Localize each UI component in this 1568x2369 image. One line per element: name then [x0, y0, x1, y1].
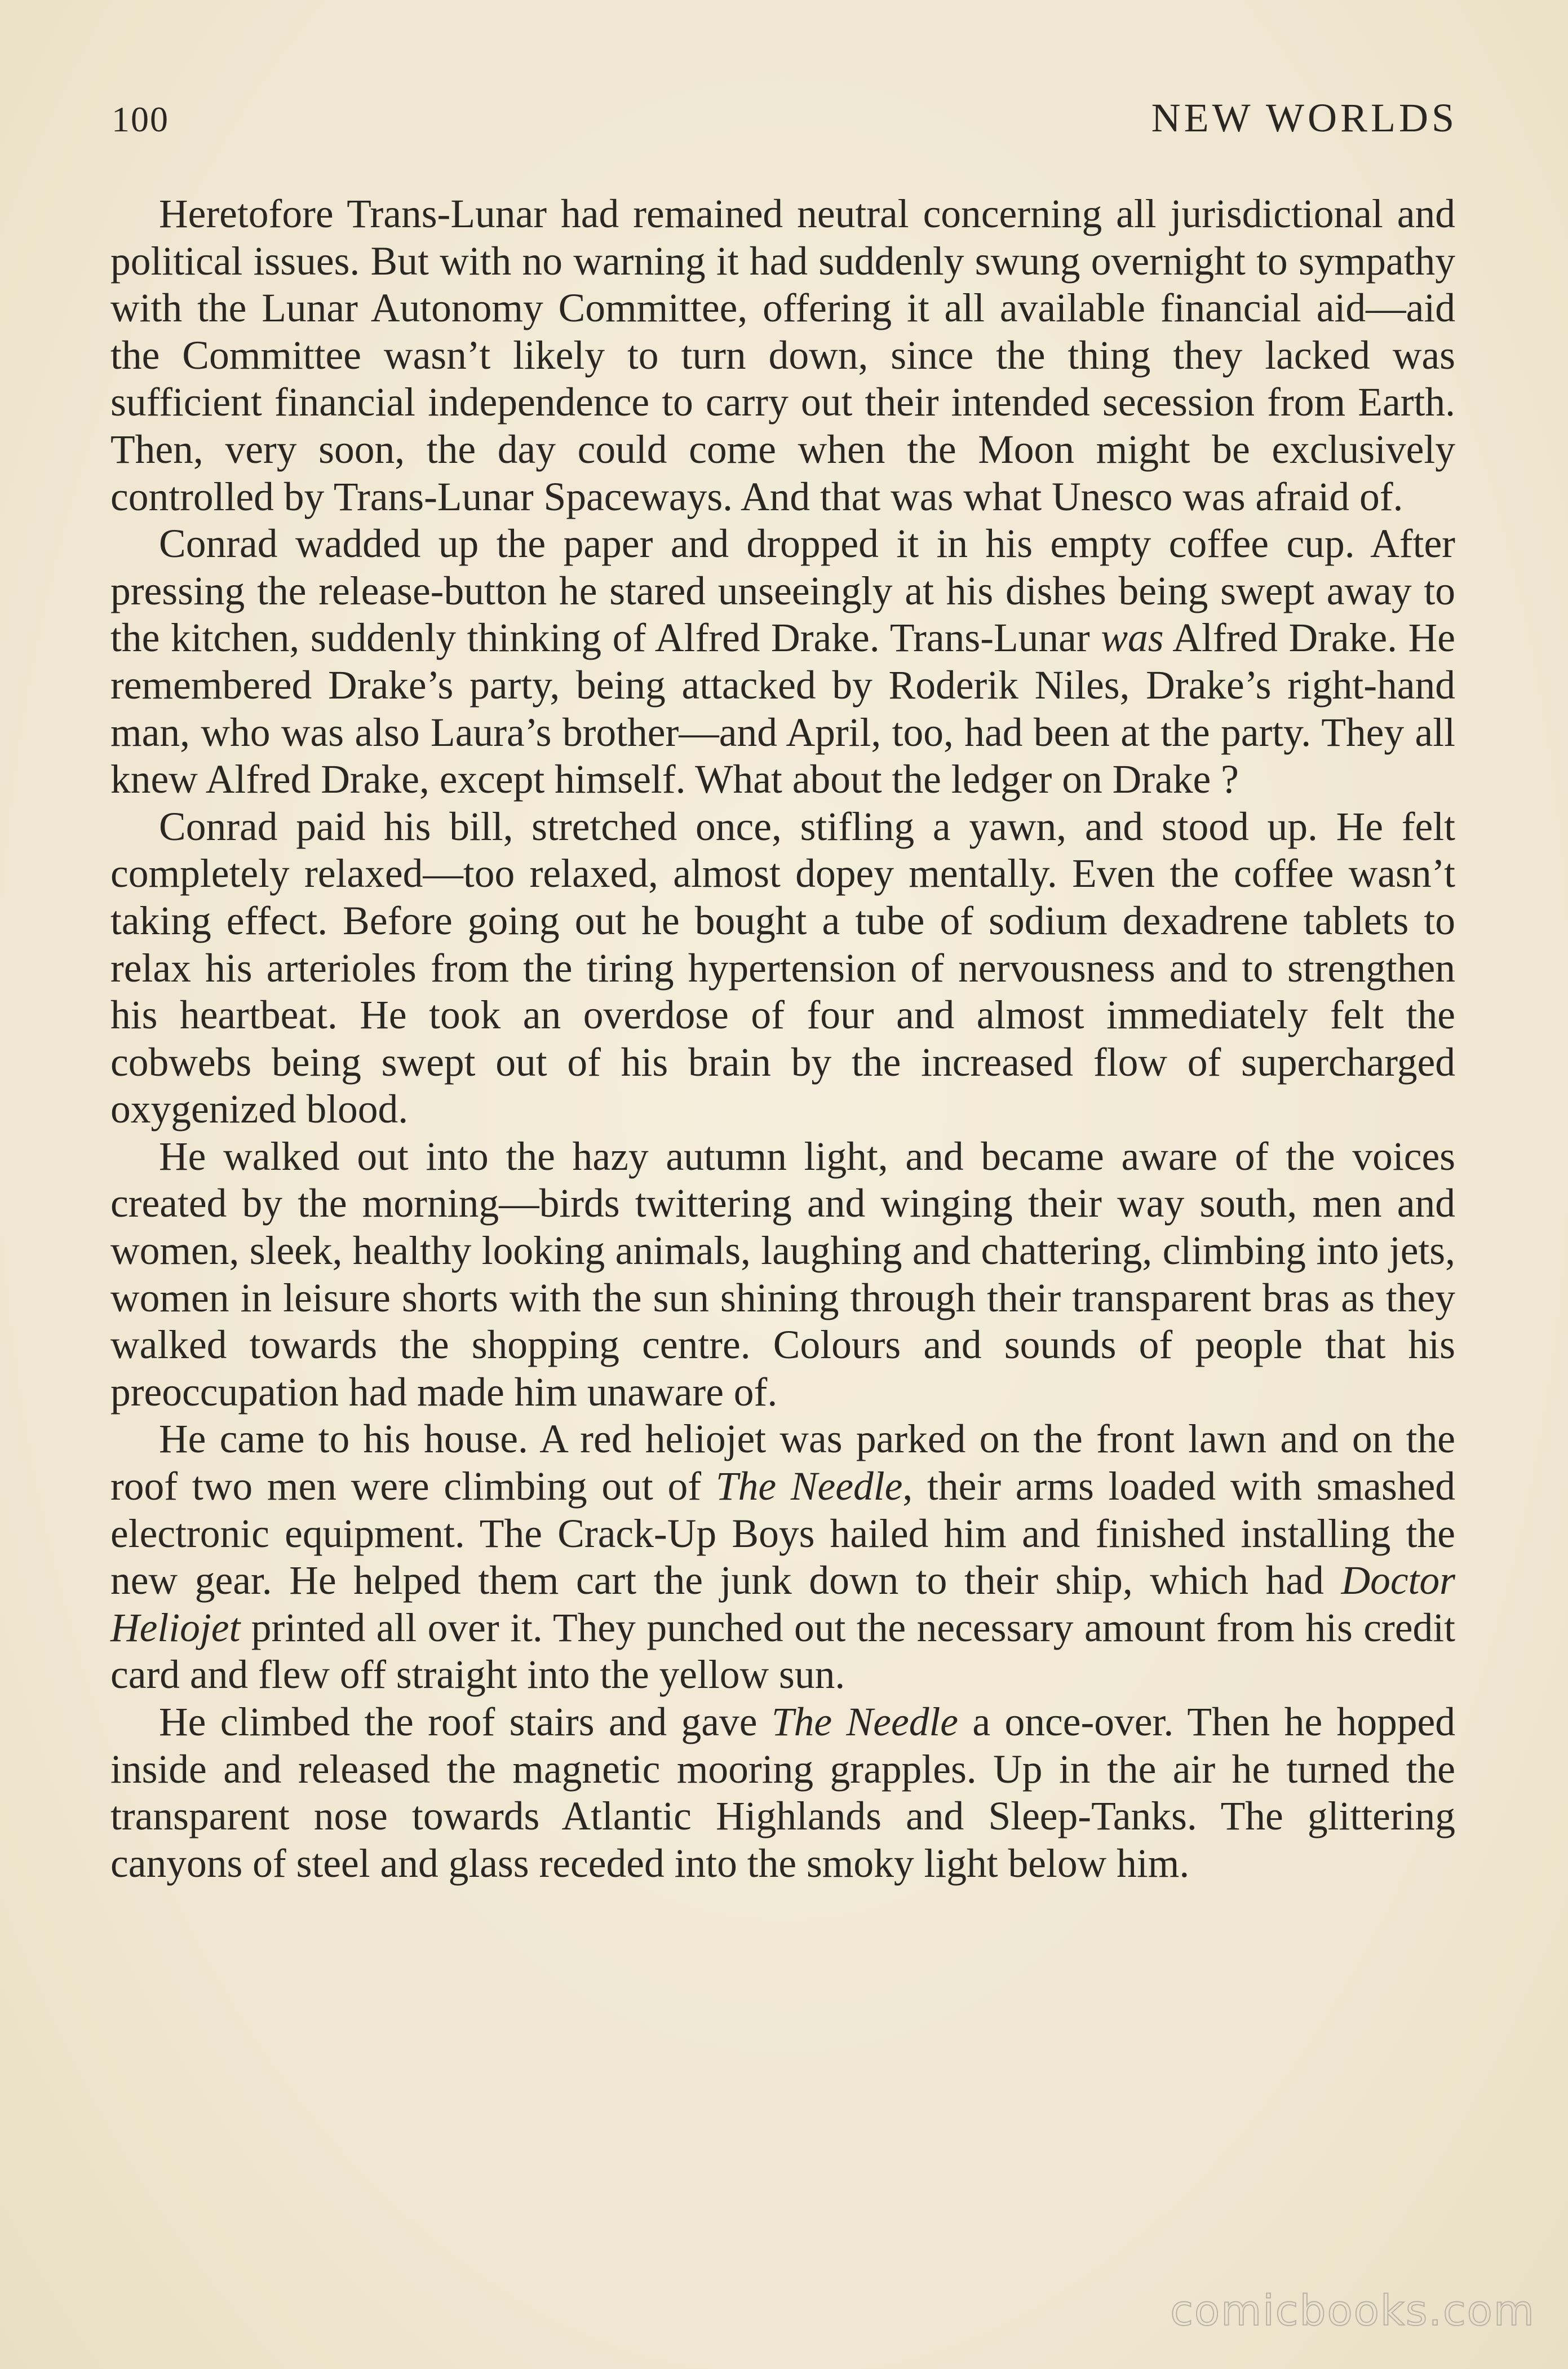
italic-text-run: The Needle	[715, 1464, 903, 1509]
text-run: He came to his house. A red heliojet was parked on the front lawn and on the roof two men were climbing out of	[110, 1417, 1455, 1509]
text-run: He walked out into the hazy autumn light, and became aware of the voices created by the morning—birds twittering and winging their way south, men and women, sleek, healthy looking animals, laughing and chattering, climbing into jets, women in leisure shorts with the sun shining through their transparent bras as they walked towards the shopping centre. Colours and sounds of people that his preoccupation had made him unaware of.	[110, 1134, 1455, 1415]
text-run: a once-over. Then he hopped inside and released the magnetic mooring grapples. Up in the air he turned the transparent nose towards Atlantic Highlands and Sleep-Tanks. The glittering canyons of steel and glass receded into the smoky light below him.	[110, 1700, 1455, 1886]
paragraph	[110, 1416, 1455, 1699]
text-run: He climbed the roof stairs and gave	[159, 1700, 772, 1744]
italic-text-run: Doctor Heliojet	[110, 1558, 1455, 1650]
text-run: Conrad paid his bill, stretched once, stifling a yawn, and stood up. He felt completely relaxed—too relaxed, almost dopey mentally. Even the coffee wasn’t taking effect. Before going out he bought a tube of sodium dexadrene tablets to relax his arterioles from the tiring hypertension of nervousness and to strengthen his heartbeat. He took an overdose of four and almost immediately felt the cobwebs being swept out of his brain by the increased flow of supercharged oxygenized blood.	[110, 804, 1455, 1132]
text-run: Heretofore Trans-Lunar had remained neutral concerning all jurisdictional and political issues. But with no warning it had suddenly swung overnight to sympathy with the Lunar Autonomy Committee, offering it all available financial aid—aid the Committee wasn’t likely to turn down, since the thing they lacked was sufficient financial independence to carry out their intended secession from Earth. Then, very soon, the day could come when the Moon might be exclusively controlled by Trans-Lunar Spaceways. And that was what Unesco was afraid of.	[110, 192, 1455, 519]
paragraph	[110, 520, 1455, 803]
paragraph	[110, 803, 1455, 1133]
watermark: comicbooks.com	[1170, 2287, 1535, 2335]
paragraph	[110, 191, 1455, 520]
text-run: Conrad wadded up the paper and dropped it in his empty coffee cup. After pressing the release-button he stared unseeingly at his dishes being swept away to the kitchen, suddenly thinking of Alfred Drake. Trans-Lunar	[110, 521, 1455, 661]
body-text	[110, 191, 1455, 1887]
paragraph	[110, 1133, 1455, 1416]
page-number: 100	[112, 99, 169, 139]
italic-text-run: The Needle	[771, 1700, 959, 1744]
text-run: printed all over it. They punched out the necessary amount from his credit card and flew off straight into the yellow sun.	[110, 1605, 1455, 1698]
italic-text-run: was	[1101, 616, 1164, 661]
page-header	[112, 95, 1458, 151]
paragraph	[110, 1699, 1455, 1887]
text-run: Alfred Drake. He remembered Drake’s party, being attacked by Roderik Niles, Drake’s right-hand man, who was also Laura’s brother—and April, too, had been at the party. They all knew Alfred Drake, except himself. What about the ledger on Drake ?	[110, 616, 1455, 802]
text-run: , their arms loaded with smashed electronic equipment. The Crack-Up Boys hailed him and finished installing the new gear. He helped them cart the junk down to their ship, which had	[110, 1464, 1455, 1603]
running-head: NEW WORLDS	[1151, 95, 1458, 140]
